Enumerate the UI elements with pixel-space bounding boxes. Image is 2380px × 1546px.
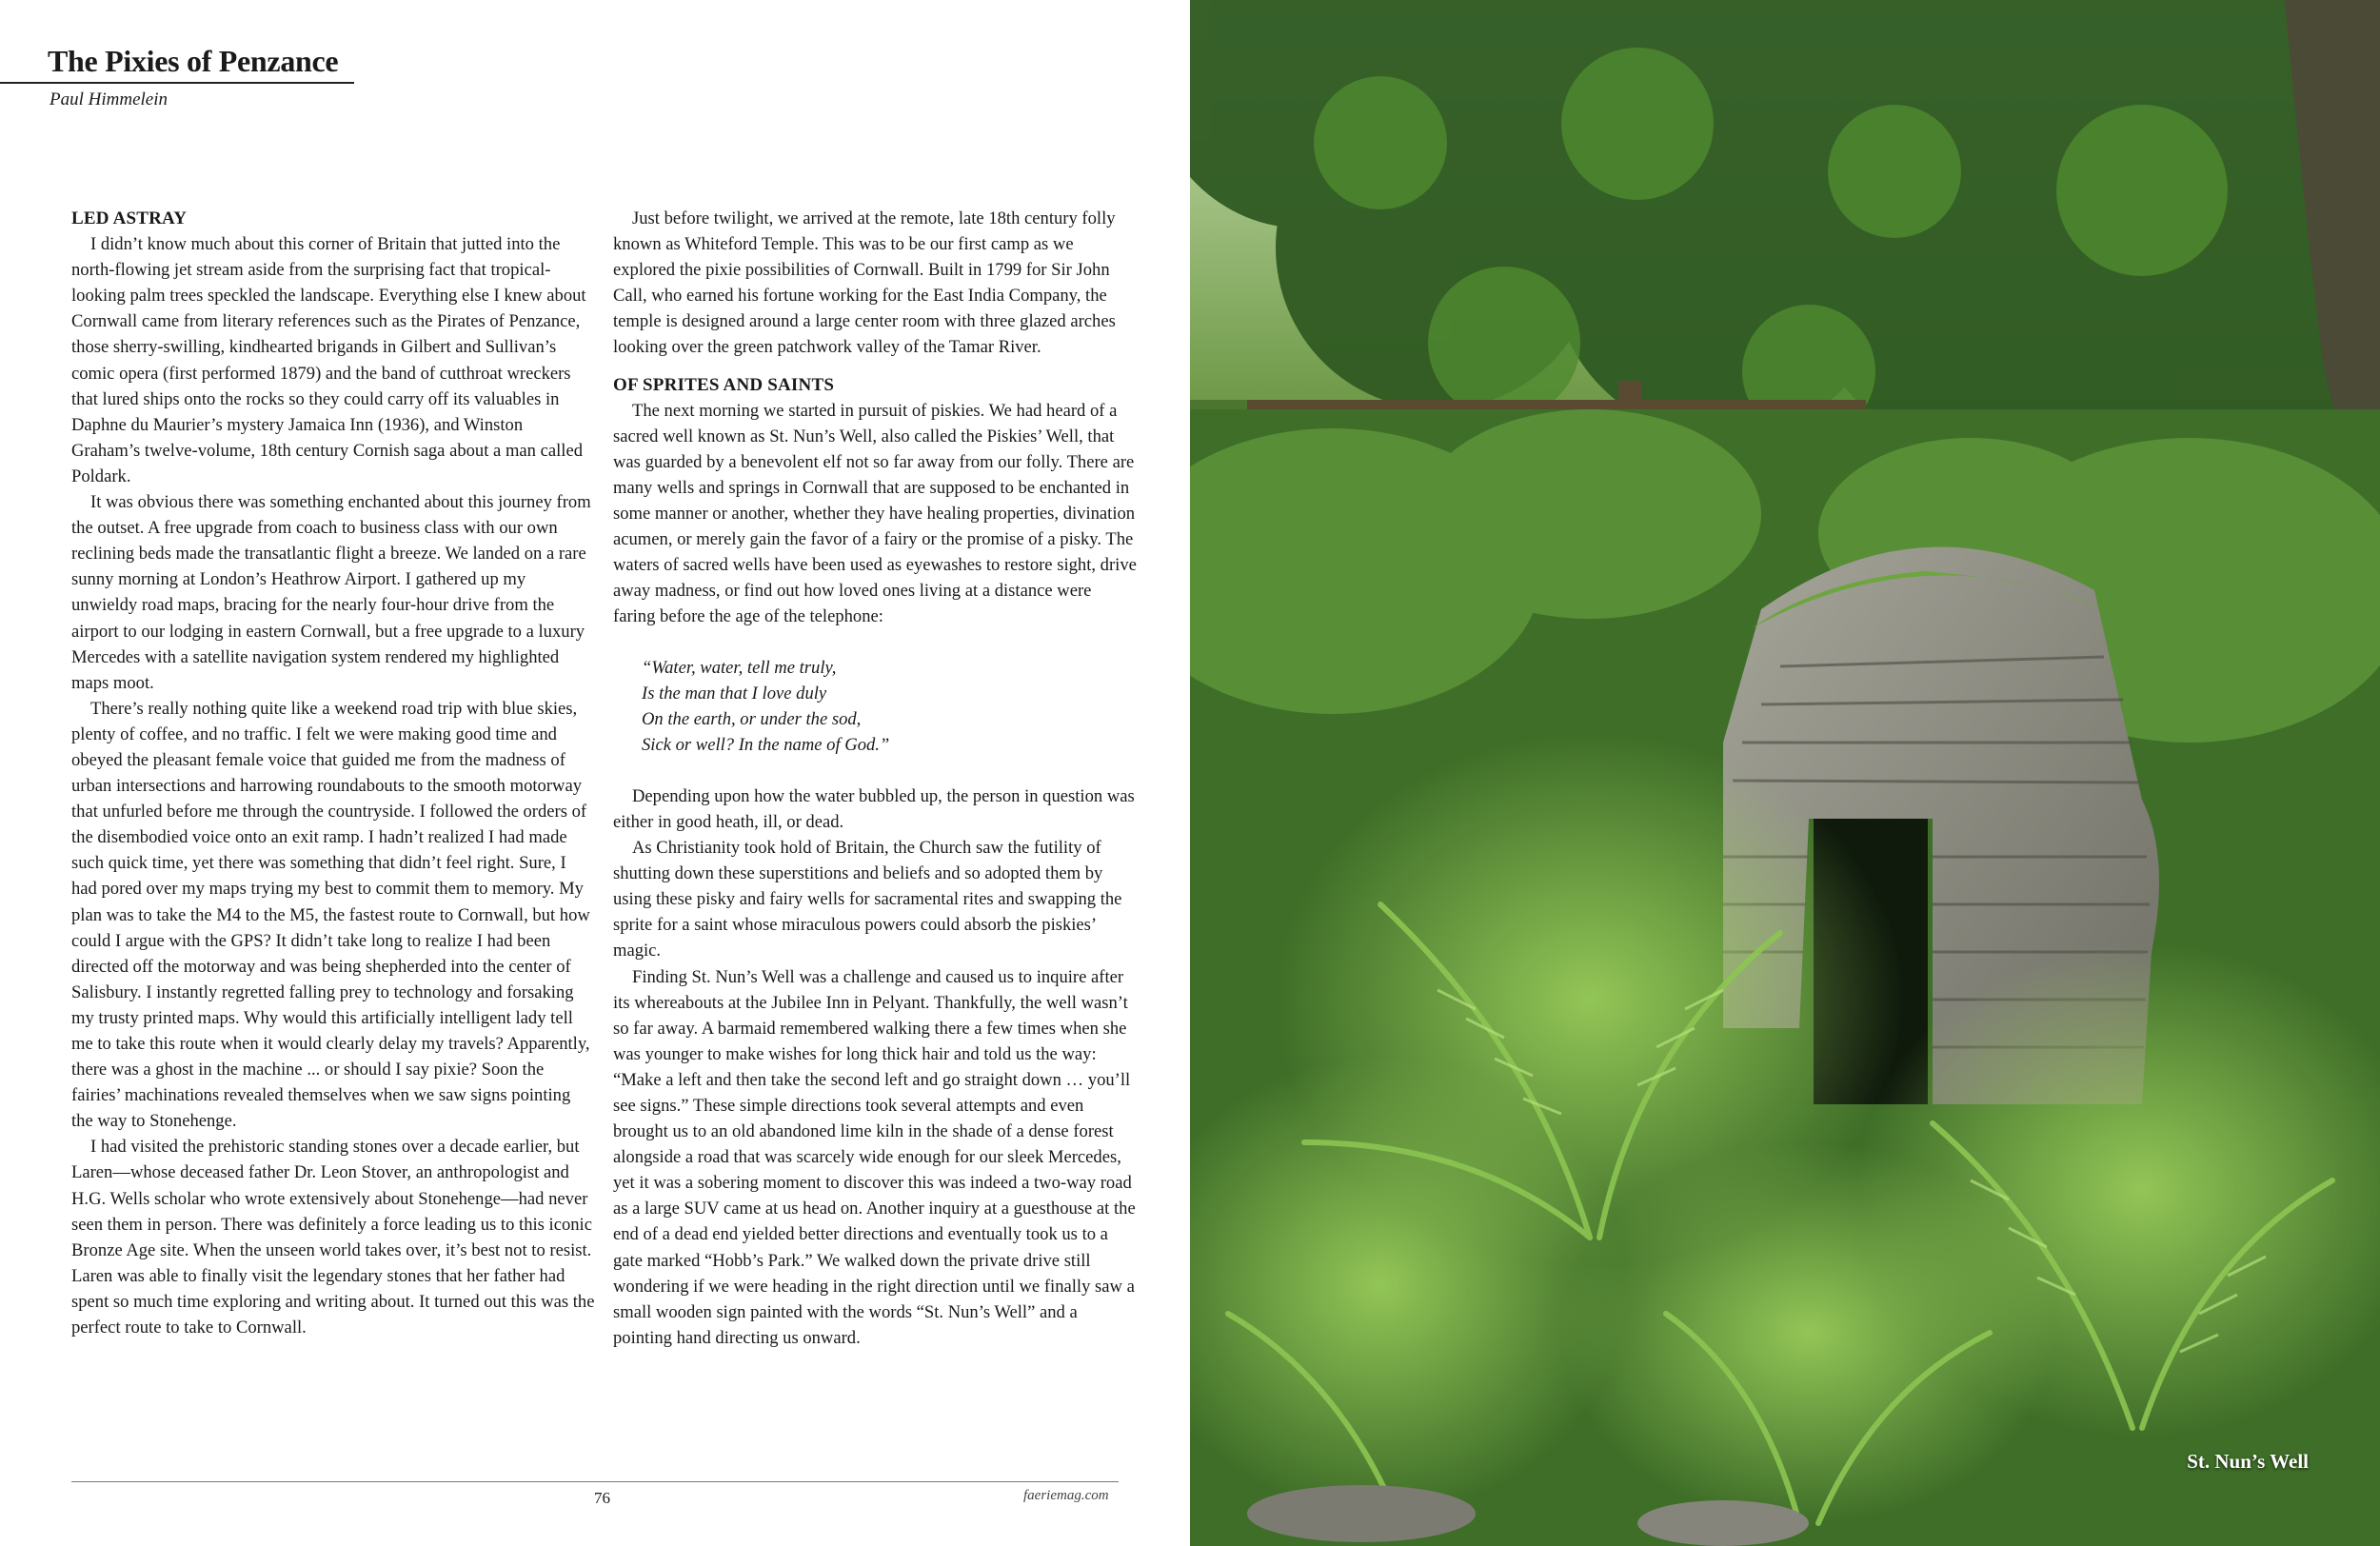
paragraph: The next morning we started in pursuit of piskies. We had heard of a sacred well known as St. Nun’s Well, also called the Piskies’ Well, that was guarded by a benevolent elf not so far away from our folly. There are many wells and springs in Cornwall that are supposed to be enchanted in some manner or another, whether they have healing properties, divination acumen, or merely gain the favor of a fairy or the promise of a pisky. The waters of sacred wells have been used as eyewashes to restore sight, drive away madness, or find out how loved ones living at a distance were faring before the age of the telephone:: [613, 400, 1137, 627]
ground-stone: [1637, 1500, 1809, 1546]
website-label: faeriemag.com: [1023, 1488, 1109, 1503]
poem-line: Is the man that I love duly: [642, 683, 827, 704]
paragraph: As Christianity took hold of Britain, the Church saw the futility of shutting down these superstitions and beliefs and so adopted them by using these pisky and fairy wells for sacramental rites and swapping the sprite for a saint whose miraculous powers could absorb the piskies’ magic.: [613, 838, 1122, 961]
ground-stone: [1247, 1485, 1476, 1542]
section-heading-led-astray: LED ASTRAY: [71, 208, 188, 228]
poem-line: On the earth, or under the sod,: [642, 708, 862, 729]
page-number: 76: [594, 1489, 610, 1507]
paragraph: I had visited the prehistoric standing stones over a decade earlier, but Laren—whose deceased father Dr. Leon Stover, an anthropologist and H.G. Wells scholar who wrote extensively about Stonehenge—had never seen them in person. There was definitely a force leading us to this iconic Bronze Age site. When the unseen world takes over, it’s best not to resist. Laren was able to finally visit the legendary stones that her father had spent so much time exploring and writing about. It turned out this was the perfect route to take to Cornwall.: [71, 1137, 595, 1338]
section-heading-sprites-saints: OF SPRITES AND SAINTS: [613, 374, 835, 395]
poem-line: Sick or well? In the name of God.”: [642, 734, 890, 755]
photo-illustration: [1190, 0, 2380, 1546]
poem-quote: [642, 655, 1137, 758]
text-column-1: [71, 206, 595, 1340]
paragraph: Depending upon how the water bubbled up, the person in question was either in good heath, ill, or dead.: [613, 785, 1135, 832]
article-title: The Pixies of Penzance: [48, 44, 339, 78]
title-rule: [0, 82, 354, 84]
paragraph: Just before twilight, we arrived at the remote, late 18th century folly known as Whiteford Temple. This was to be our first camp as we explored the pixie possibilities of Cornwall. Built in 1799 for Sir John Call, who earned his fortune working for the East India Company, the temple is designed around a large center room with three glazed arches looking over the green patchwork valley of the Tamar River.: [613, 208, 1116, 358]
paragraph: It was obvious there was something enchanted about this journey from the outset. A free upgrade from coach to business class with our own reclining beds made the transatlantic flight a breeze. We landed on a rare sunny morning at London’s Heathrow Airport. I gathered up my unwieldy road maps, bracing for the nearly four-hour drive from the airport to our lodging in eastern Cornwall, but a free upgrade to a luxury Mercedes with a satellite navigation system rendered my highlighted maps moot.: [71, 492, 591, 693]
paragraph: There’s really nothing quite like a weekend road trip with blue skies, plenty of coffee, and no traffic. I felt we were making good time and obeyed the pleasant female voice that guided me from the madness of urban intersections and harrowing roundabouts to the smooth motorway that unfurled before me through the countryside. I followed the orders of the disembodied voice onto an exit ramp. I hadn’t realized I had made such quick time, yet there was something that didn’t feel right. Sure, I had pored over my maps trying my best to commit them to memory. My plan was to take the M4 to the M5, the fastest route to Cornwall, but how could I argue with the GPS? It didn’t take long to realize I had been directed off the motorway and was being shepherded into the center of Salisbury. I instantly regretted falling prey to technology and forsaking my trusty printed maps. Why would this artificially intelligent lady tell me to take this route when it would clearly delay my travels? Apparently, there was a ghost in the machine ... or should I say pixie? Soon the fairies’ machinations revealed themselves when we saw signs pointing the way to Stonehenge.: [71, 698, 590, 1132]
paragraph: I didn’t know much about this corner of Britain that jutted into the north-flowing jet stream aside from the surprising fact that tropical-looking palm trees speckled the landscape. Everything else I knew about Cornwall came from literary references such as the Pirates of Penzance, those sherry-swilling, kindhearted brigands in Gilbert and Sullivan’s comic opera (first performed 1879) and the band of cutthroat wreckers that lured ships onto the rocks so they could carry off its valuables in Daphne du Maurier’s mystery Jamaica Inn (1936), and Winston Graham’s twelve-volume, 18th century Cornish saga about a man called Poldark.: [71, 234, 586, 486]
poem-line: “Water, water, tell me truly,: [642, 657, 837, 678]
photo-caption: St. Nun’s Well: [2187, 1450, 2309, 1473]
paragraph: Finding St. Nun’s Well was a challenge and caused us to inquire after its whereabouts at the Jubilee Inn in Pelyant. Thankfully, the well wasn’t so far away. A barmaid remembered walking there a few times when she was younger to make wishes for long thick hair and told us the way: “Make a left and then take the second left and go straight down … you’ll see signs.” These simple directions took several attempts and even brought us to an old abandoned lime kiln in the shade of a dense forest alongside a road that was scarcely wide enough for our sleek Mercedes, yet it was a sobering moment to discover this was indeed a two-way road as a large SUV came at us head on. Another inquiry at a guesthouse at the end of a dead end yielded better directions and eventually took us to a gate marked “Hobb’s Park.” We walked down the private drive still wondering if we were heading in the right direction until we finally saw a small wooden sign painted with the words “St. Nun’s Well” and a pointing hand directing us onward.: [613, 966, 1136, 1348]
article-author: Paul Himmelein: [50, 89, 169, 109]
well-photo: [1190, 0, 2380, 1546]
text-column-2: [613, 206, 1137, 1351]
footer-rule: [71, 1481, 1119, 1482]
